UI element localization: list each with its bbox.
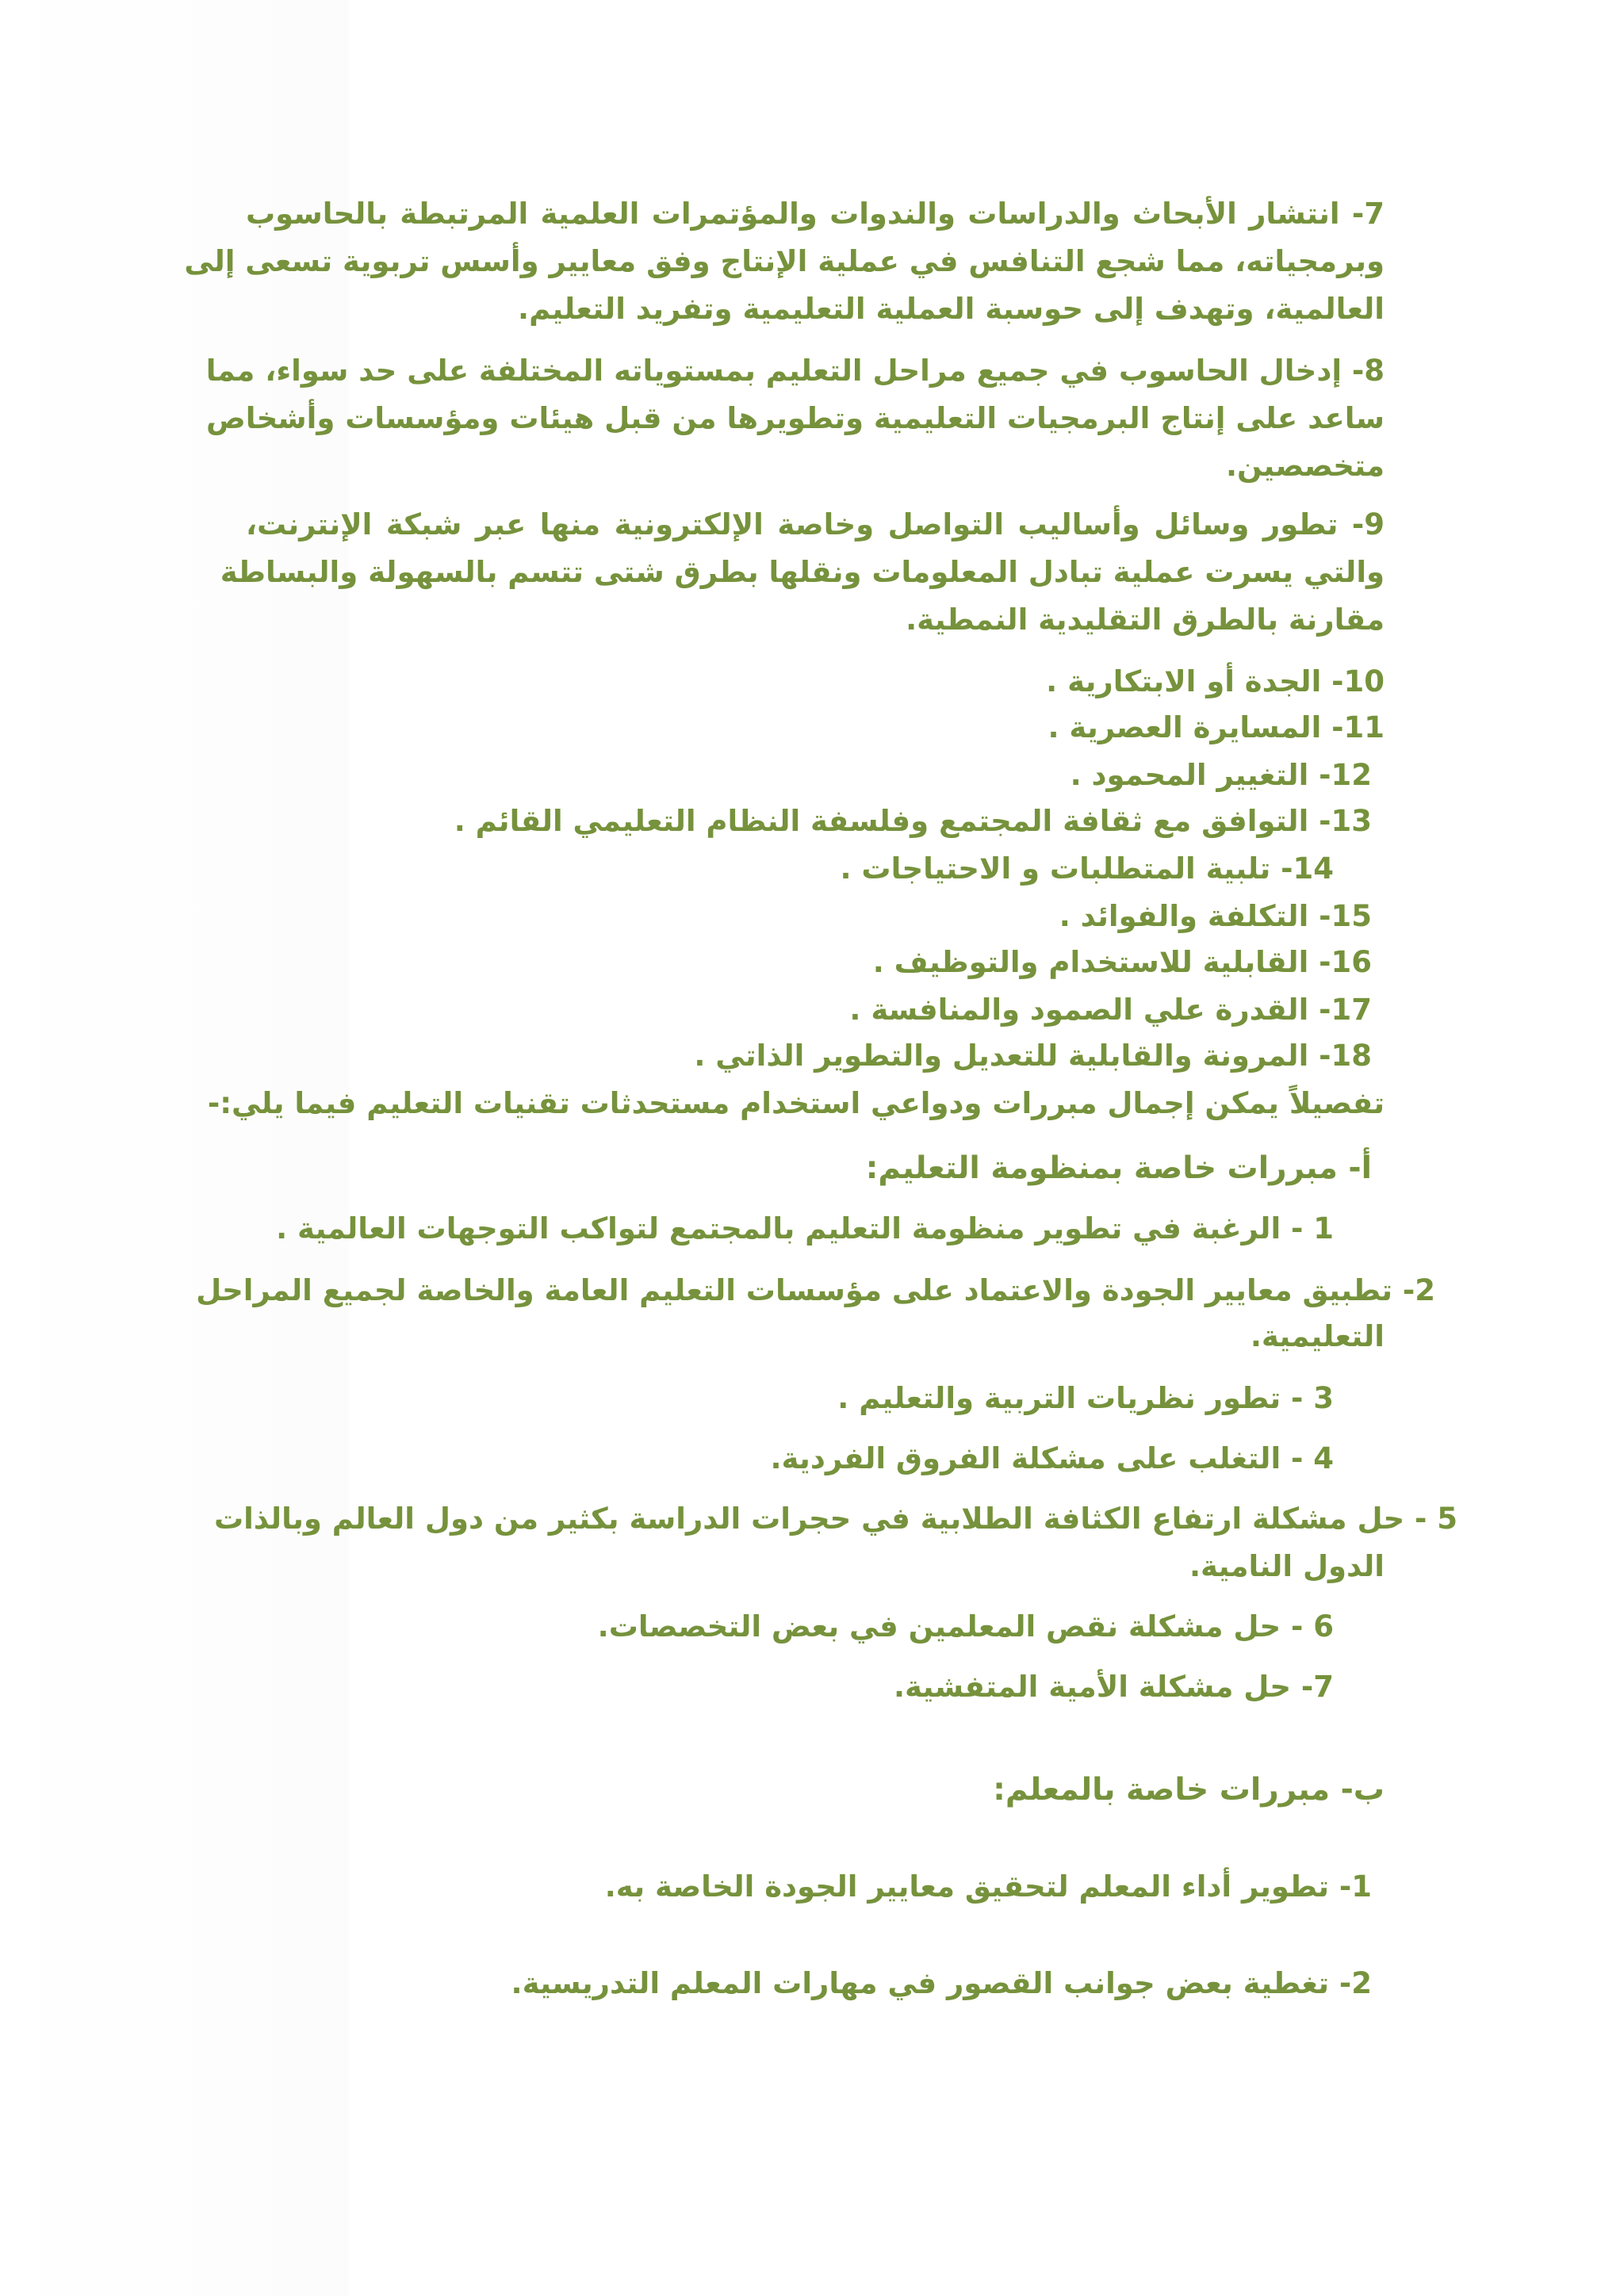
- section-a-item-4: 4 - التغلب على مشكلة الفروق الفردية.: [770, 1441, 1334, 1475]
- page-edge-shade: [0, 0, 349, 2296]
- list-item-14: 14- تلبية المتطلبات و الاحتياجات .: [840, 851, 1334, 886]
- section-a-item-5-line-1: 5 - حل مشكلة ارتفاع الكثافة الطلابية في حجرات الدراسة بكثير من دول العالم وبالذات: [213, 1502, 1457, 1536]
- section-a-item-1: 1 - الرغبة في تطوير منظومة التعليم بالمجتمع لتواكب التوجهات العالمية .: [276, 1211, 1334, 1246]
- section-a-item-5-line-2: الدول النامية.: [1189, 1549, 1385, 1583]
- list-item-12: 12- التغيير المحمود .: [1070, 758, 1372, 792]
- paragraph-9-line-3: مقارنة بالطرق التقليدية النمطية.: [906, 603, 1385, 637]
- section-a-item-2-line-2: التعليمية.: [1250, 1319, 1385, 1353]
- paragraph-9-line-2: والتي يسرت عملية تبادل المعلومات ونقلها بطرق شتى تتسم بالسهولة والبساطة: [220, 555, 1385, 589]
- list-item-13: 13- التوافق مع ثقافة المجتمع وفلسفة النظام التعليمي القائم .: [454, 804, 1372, 838]
- paragraph-7-line-1: 7- انتشار الأبحاث والدراسات والندوات والمؤتمرات العلمية المرتبطة بالحاسوب: [246, 197, 1385, 231]
- list-item-18: 18- المرونة والقابلية للتعديل والتطوير الذاتي .: [694, 1039, 1372, 1073]
- section-a-item-7: 7- حل مشكلة الأمية المتفشية.: [894, 1670, 1334, 1704]
- paragraph-7-line-2: وبرمجياته، مما شجع التنافس في عملية الإنتاج وفق معايير وأسس تربوية تسعى إلى: [184, 244, 1385, 278]
- paragraph-8-line-3: متخصصين.: [1225, 449, 1385, 483]
- section-a-item-6: 6 - حل مشكلة نقص المعلمين في بعض التخصصات.: [597, 1609, 1334, 1644]
- intro-text: تفصيلاً يمكن إجمال مبررات ودواعي استخدام مستحدثات تقنيات التعليم فيما يلي:-: [207, 1086, 1385, 1120]
- list-item-17: 17- القدرة علي الصمود والمنافسة .: [849, 993, 1372, 1027]
- paragraph-7-line-3: العالمية، وتهدف إلى حوسبة العملية التعليمية وتفريد التعليم.: [518, 292, 1385, 326]
- section-b-item-2: 2- تغطية بعض جوانب القصور في مهارات المعلم التدريسية.: [511, 1966, 1372, 2000]
- paragraph-8-line-2: ساعد على إنتاج البرمجيات التعليمية وتطويرها من قبل هيئات ومؤسسات وأشخاص: [205, 401, 1385, 435]
- section-b-item-1: 1- تطوير أداء المعلم لتحقيق معايير الجودة الخاصة به.: [604, 1869, 1372, 1904]
- list-item-15: 15- التكلفة والفوائد .: [1059, 899, 1372, 933]
- list-item-16: 16- القابلية للاستخدام والتوظيف .: [872, 945, 1372, 979]
- section-a-item-2-line-1: 2- تطبيق معايير الجودة والاعتماد على مؤسسات التعليم العامة والخاصة لجميع المراحل: [196, 1273, 1435, 1307]
- section-b-heading: ب- مبررات خاصة بالمعلم:: [993, 1772, 1385, 1808]
- section-a-heading: أ- مبررات خاصة بمنظومة التعليم:: [865, 1150, 1372, 1186]
- paragraph-9-line-1: 9- تطور وسائل وأساليب التواصل وخاصة الإلكترونية منها عبر شبكة الإنترنت،: [246, 507, 1385, 541]
- list-item-11: 11- المسايرة العصرية .: [1048, 710, 1385, 744]
- list-item-10: 10- الجدة أو الابتكارية .: [1046, 664, 1385, 698]
- section-a-item-3: 3 - تطور نظريات التربية والتعليم .: [837, 1381, 1334, 1415]
- paragraph-8-line-1: 8- إدخال الحاسوب في جميع مراحل التعليم بمستوياته المختلفة على حد سواء، مما: [205, 354, 1385, 388]
